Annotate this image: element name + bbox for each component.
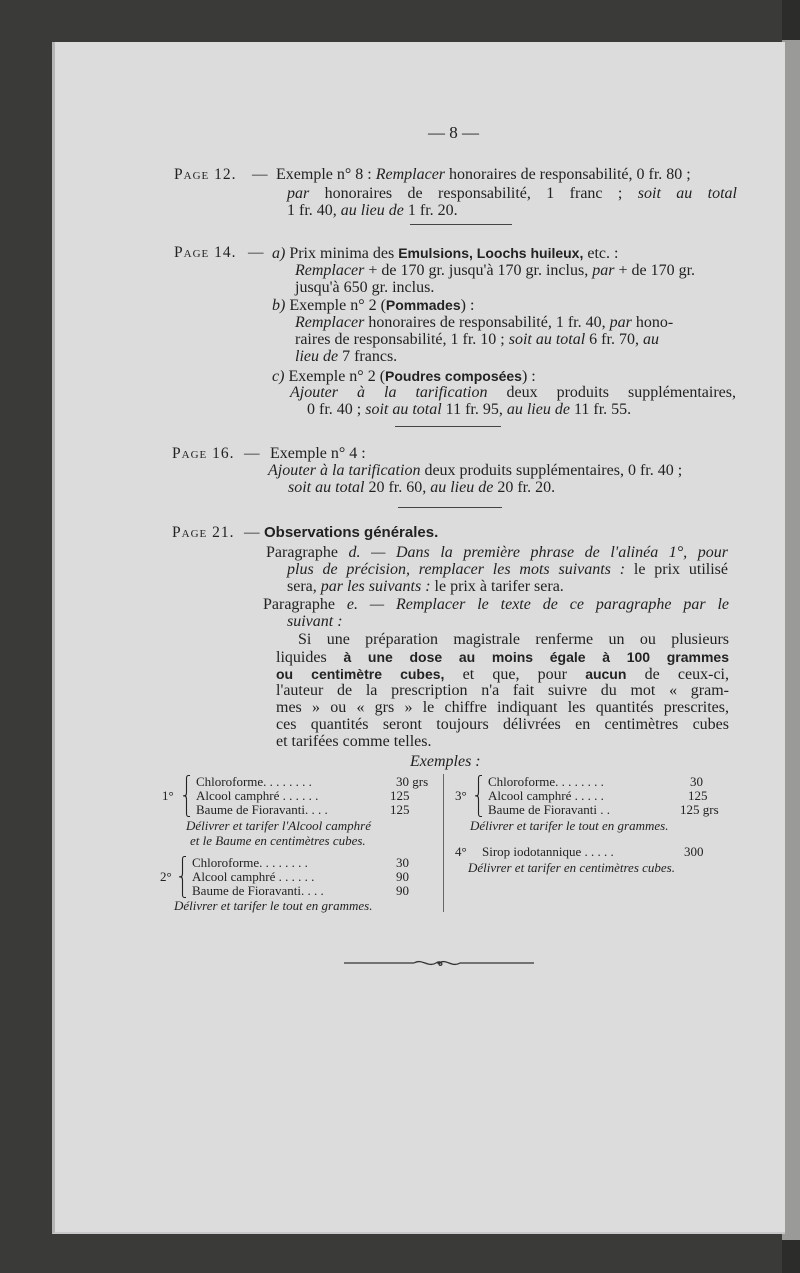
p12-line3: 1 fr. 40, au lieu de 1 fr. 20. <box>287 202 458 219</box>
p21-text-line2: liquides à une dose au moins égale à 100 grammes <box>276 649 729 666</box>
ex2-number: 2° <box>160 869 172 884</box>
p14-b-line1: b) Exemple n° 2 (Pommades) : <box>272 297 475 314</box>
p14-a-line2: Remplacer + de 170 gr. jusqu'à 170 gr. inclus, par + de 170 gr. <box>295 262 696 279</box>
ex3-row1-name: Chloroforme. . . . . . . . <box>488 774 604 789</box>
ex3-row1-qty: 30 <box>690 774 703 789</box>
p16-line2: Ajouter à la tarification deux produits supplémentaires, 0 fr. 40 ; <box>268 462 683 479</box>
separator-rule <box>395 426 501 427</box>
p21-label: Page 21. <box>172 524 235 541</box>
ex3-row3-qty: 125 grs <box>680 802 719 817</box>
ex2-row3-qty: 90 <box>396 883 409 898</box>
p21-text-line4: l'auteur de la prescription n'a fait suivre du mot « gram- <box>276 682 729 699</box>
ex3-row2-name: Alcool camphré . . . . . <box>488 788 604 803</box>
examples-divider <box>443 774 444 912</box>
ex4-note1: Délivrer et tarifer en centimètres cubes. <box>468 860 675 875</box>
p14-b-line2: Remplacer honoraires de responsabilité, 1 fr. 40, par hono- <box>295 314 674 331</box>
p21-d-line2: plus de précision, remplacer les mots suivants : le prix utilisé <box>287 561 728 578</box>
separator-rule <box>398 507 502 508</box>
p14-c-line2: Ajouter à la tarification deux produits supplémentaires, <box>290 384 737 401</box>
ex3-row2-qty: 125 <box>688 788 708 803</box>
ex1-row1-qty: 30 grs <box>396 774 429 789</box>
examples-title: Exemples : <box>410 753 481 770</box>
ex3-row3-name: Baume de Fioravanti . . <box>488 802 611 817</box>
p21-d-line1: Paragraphe d. — Dans la première phrase de l'alinéa 1°, pour <box>266 544 728 561</box>
ex2-row1-qty: 30 <box>396 855 409 870</box>
p21-text-line7: et tarifées comme telles. <box>276 733 432 750</box>
ex1-note1: Délivrer et tarifer l'Alcool camphré <box>186 818 371 833</box>
p14-c-line1: c) Exemple n° 2 (Poudres composées) : <box>272 368 536 385</box>
ex1-row2-name: Alcool camphré . . . . . . <box>196 788 319 803</box>
p16-dash: — <box>244 445 260 462</box>
p21-text-line6: ces quantités seront toujours délivrées en centimètres cubes <box>276 716 729 733</box>
ex1-row1-name: Chloroforme. . . . . . . . <box>196 774 312 789</box>
p12-label: Page 12. <box>174 166 237 183</box>
p14-b-line4: lieu de 7 francs. <box>295 348 398 365</box>
separator-rule <box>410 224 512 225</box>
ex4-number: 4° <box>455 844 467 859</box>
ex2-row2-name: Alcool camphré . . . . . . <box>192 869 315 884</box>
p14-c-line3: 0 fr. 40 ; soit au total 11 fr. 95, au lieu de 11 fr. 55. <box>307 401 632 418</box>
ex4-qty: 300 <box>684 844 704 859</box>
ornament-divider <box>344 955 534 971</box>
p14-dash: — <box>248 244 264 261</box>
ex1-row3-qty: 125 <box>390 802 410 817</box>
p14-b-line3: raires de responsabilité, 1 fr. 10 ; soit au total 6 fr. 70, au <box>295 331 659 348</box>
p21-text-line1: Si une préparation magistrale renferme un ou plusieurs <box>298 631 729 648</box>
p14-a-line1: a) Prix minima des Emulsions, Loochs huileux, etc. : <box>272 245 619 262</box>
ex1-row2-qty: 125 <box>390 788 410 803</box>
ex2-row3-name: Baume de Fioravanti. . . . <box>192 883 324 898</box>
ex1-row3-name: Baume de Fioravanti. . . . <box>196 802 328 817</box>
ex3-note1: Délivrer et tarifer le tout en grammes. <box>470 818 669 833</box>
p21-heading: Observations générales. <box>264 524 439 541</box>
p21-e-line1: Paragraphe e. — Remplacer le texte de ce paragraphe par le <box>263 596 729 613</box>
p12-dash: — <box>252 166 268 183</box>
p12-line1: Exemple n° 8 : Remplacer honoraires de responsabilité, 0 fr. 80 ; <box>276 166 691 183</box>
p21-d-line3: sera, par les suivants : le prix à tarifer sera. <box>287 578 564 595</box>
ex2-row1-name: Chloroforme. . . . . . . . <box>192 855 308 870</box>
p21-e-line2: suivant : <box>287 613 343 630</box>
ex2-note1: Délivrer et tarifer le tout en grammes. <box>174 898 373 913</box>
ex1-brace: ⎧ ⎨ ⎩ <box>182 775 191 817</box>
p16-line1: Exemple n° 4 : <box>270 445 366 462</box>
ex4-name: Sirop iodotannique . . . . . <box>482 844 614 859</box>
p14-label: Page 14. <box>174 244 237 261</box>
p16-label: Page 16. <box>172 445 235 462</box>
ex2-brace: ⎧ ⎨ ⎩ <box>178 856 187 898</box>
page-number: — 8 — <box>428 123 479 142</box>
p21-dash: — <box>244 524 260 541</box>
ex3-number: 3° <box>455 788 467 803</box>
ex1-number: 1° <box>162 788 174 803</box>
p16-line3: soit au total 20 fr. 60, au lieu de 20 fr. 20. <box>288 479 556 496</box>
ex1-note2: et le Baume en centimètres cubes. <box>190 833 366 848</box>
p21-text-line3: ou centimètre cubes, et que, pour aucun de ceux-ci, <box>276 666 729 683</box>
ex2-row2-qty: 90 <box>396 869 409 884</box>
p12-line2: par honoraires de responsabilité, 1 franc ; soit au total <box>287 185 737 202</box>
p14-a-line3: jusqu'à 650 gr. inclus. <box>295 279 435 296</box>
p21-text-line5: mes » ou « grs » le chiffre indiquant les quantités prescrites, <box>276 699 729 716</box>
ex3-brace: ⎧ ⎨ ⎩ <box>474 775 483 817</box>
